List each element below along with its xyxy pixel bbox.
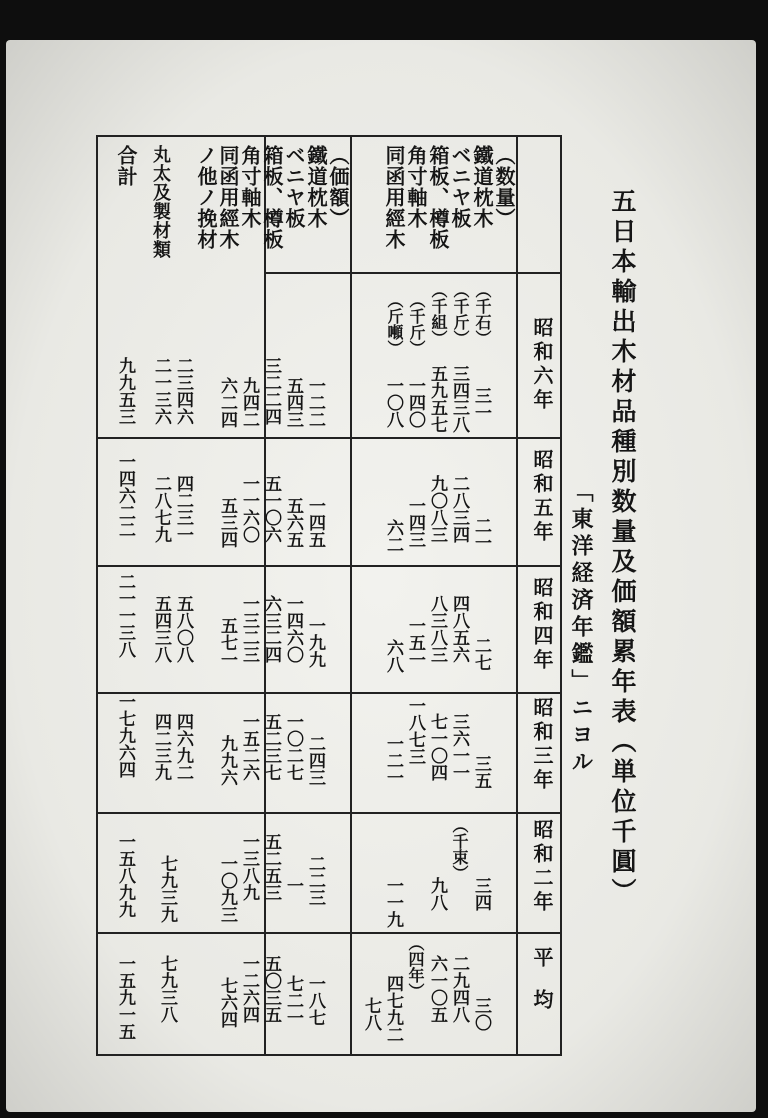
cell-v: 一八七: [305, 975, 325, 1026]
table-source: 「東洋経済年鑑」ニヨル: [568, 480, 594, 777]
cell-q: 七一〇四: [427, 713, 447, 781]
cell-v: 五三四: [217, 497, 237, 548]
cell-v: 一四六〇: [283, 595, 303, 663]
cell-v: 三二二四: [261, 357, 281, 425]
cell-v: 一四五: [305, 497, 325, 548]
cell-q: 一二一: [383, 735, 403, 786]
cell-v: 五四三: [283, 377, 303, 428]
cell-q: 六二: [383, 519, 403, 553]
value-item-7: 合計: [114, 145, 138, 187]
unit-0: （千石）: [473, 282, 492, 346]
value-item-6: 丸太及製材類: [150, 145, 171, 259]
cell-v: 五二三七: [261, 713, 281, 781]
cell-q: 一五一: [405, 617, 425, 668]
cell-q: 一一九: [383, 877, 403, 928]
cell-q: 九八: [427, 877, 447, 911]
cell-v: 二四三: [305, 735, 325, 786]
cell-v: 一二六四: [239, 955, 259, 1023]
cell-q: 二一: [471, 517, 491, 551]
header-quantity: （数量）: [492, 145, 516, 229]
cell-v: 五〇三五: [261, 955, 281, 1023]
value-item-0: 鐵道枕木: [304, 145, 328, 229]
cell-v: 七二一: [283, 975, 303, 1026]
year-2: 昭和四年: [530, 577, 554, 673]
cell-v: 一三二三: [239, 595, 259, 663]
cell-v: 五七一: [217, 617, 237, 668]
value-item-2: 箱板、樽板: [260, 145, 284, 250]
cell-v: 二一三六: [151, 357, 171, 425]
cell-q: 二八三四: [449, 475, 469, 543]
cell-q: 一〇八: [383, 377, 403, 428]
cell-v: 五八〇八: [173, 595, 193, 663]
cell-v: 五一〇六: [261, 475, 281, 543]
value-item-4: 同函用經木: [216, 145, 240, 250]
cell-q: 一四三: [405, 497, 425, 548]
cell-v: 一九九: [305, 617, 325, 668]
value-item-5: ノ他ノ挽材: [194, 145, 218, 250]
cell-v: 七九三九: [157, 855, 177, 923]
unit-special: （千束）: [450, 817, 469, 881]
cell-v: 一七九六四: [115, 693, 135, 778]
cell-v: 四二三一: [173, 475, 193, 543]
quantity-item-2: 箱板、樽板: [426, 145, 450, 250]
cell-v: 九九六: [217, 735, 237, 786]
quantity-item-4: 同函用經木: [382, 145, 406, 250]
cell-v: 五六五: [283, 497, 303, 548]
cell-v: 一三八九: [239, 833, 259, 901]
cell-q: 三四三八: [449, 365, 469, 433]
cell-v: 二三四六: [173, 357, 193, 425]
cell-v: 一二二: [305, 377, 325, 428]
cell-v: 五四三八: [151, 595, 171, 663]
year-3: 昭和三年: [530, 697, 554, 793]
cell-v: 一五二六: [239, 713, 259, 781]
cell-v: 二二三: [305, 855, 325, 906]
cell-q: 九〇八三: [427, 475, 447, 543]
cell-v: 一五八九九: [115, 833, 135, 918]
cell-q: 六八: [383, 639, 403, 673]
year-5: 平均: [530, 947, 554, 1031]
cell-v: 一四六二二: [115, 453, 135, 538]
unit-1: （千斤）: [451, 282, 470, 346]
unit-3: （千斤）: [407, 292, 426, 356]
cell-v: 七九三八: [157, 955, 177, 1023]
cell-q: 二七: [471, 637, 491, 671]
unit-4: （斤噸）: [385, 292, 404, 356]
cell-q: 一四〇: [405, 377, 425, 428]
year-4: 昭和二年: [530, 819, 554, 915]
quantity-item-0: 鐵道枕木: [470, 145, 494, 229]
table-title: 五日本輸出木材品種別数量及価額累年表（単位千圓）: [608, 188, 637, 908]
cell-v: 九四二: [239, 377, 259, 428]
data-table: [96, 135, 562, 1056]
cell-v: 四二三九: [151, 713, 171, 781]
cell-v: 二一一三八: [115, 573, 135, 658]
cell-q: 四七九二: [383, 975, 403, 1043]
unit-2: （千組）: [429, 282, 448, 346]
cell-v: 一〇九三: [217, 855, 237, 923]
cell-v: 六二四: [217, 377, 237, 428]
cell-v: 一一六〇: [239, 475, 259, 543]
cell-v: 九九五三: [115, 357, 135, 425]
cell-q: 三〇: [471, 997, 491, 1031]
cell-q: 二九四八: [449, 955, 469, 1023]
cell-q: 三六一一: [449, 713, 469, 781]
header-value: （価額）: [326, 145, 350, 229]
year-0: 昭和六年: [530, 317, 554, 413]
cell-v: 一〇二七: [283, 713, 303, 781]
unit-avg: （四年）: [406, 935, 425, 999]
cell-q: 三一: [471, 387, 491, 421]
cell-q: 三五: [471, 755, 491, 789]
cell-v: 七六四: [217, 977, 237, 1028]
cell-q: 一八七三: [405, 697, 425, 765]
cell-v: 六三二四: [261, 595, 281, 663]
cell-q: 七八: [361, 997, 381, 1031]
cell-q: 八三八三: [427, 595, 447, 663]
quantity-item-3: 角寸軸木: [404, 145, 428, 229]
cell-v: 二八七九: [151, 475, 171, 543]
cell-v: 四六九二: [173, 713, 193, 781]
cell-q: 三四: [471, 877, 491, 911]
year-1: 昭和五年: [530, 449, 554, 545]
cell-v: 一五九一五: [115, 955, 135, 1040]
value-item-1: ベニヤ板: [282, 145, 306, 229]
cell-v: 一: [283, 877, 303, 894]
cell-q: 五九五七: [427, 365, 447, 433]
cell-q: 四八五六: [449, 595, 469, 663]
quantity-item-1: ベニヤ板: [448, 145, 472, 229]
cell-q: 六一〇五: [427, 955, 447, 1023]
cell-v: 五二五三: [261, 833, 281, 901]
value-item-3: 角寸軸木: [238, 145, 262, 229]
